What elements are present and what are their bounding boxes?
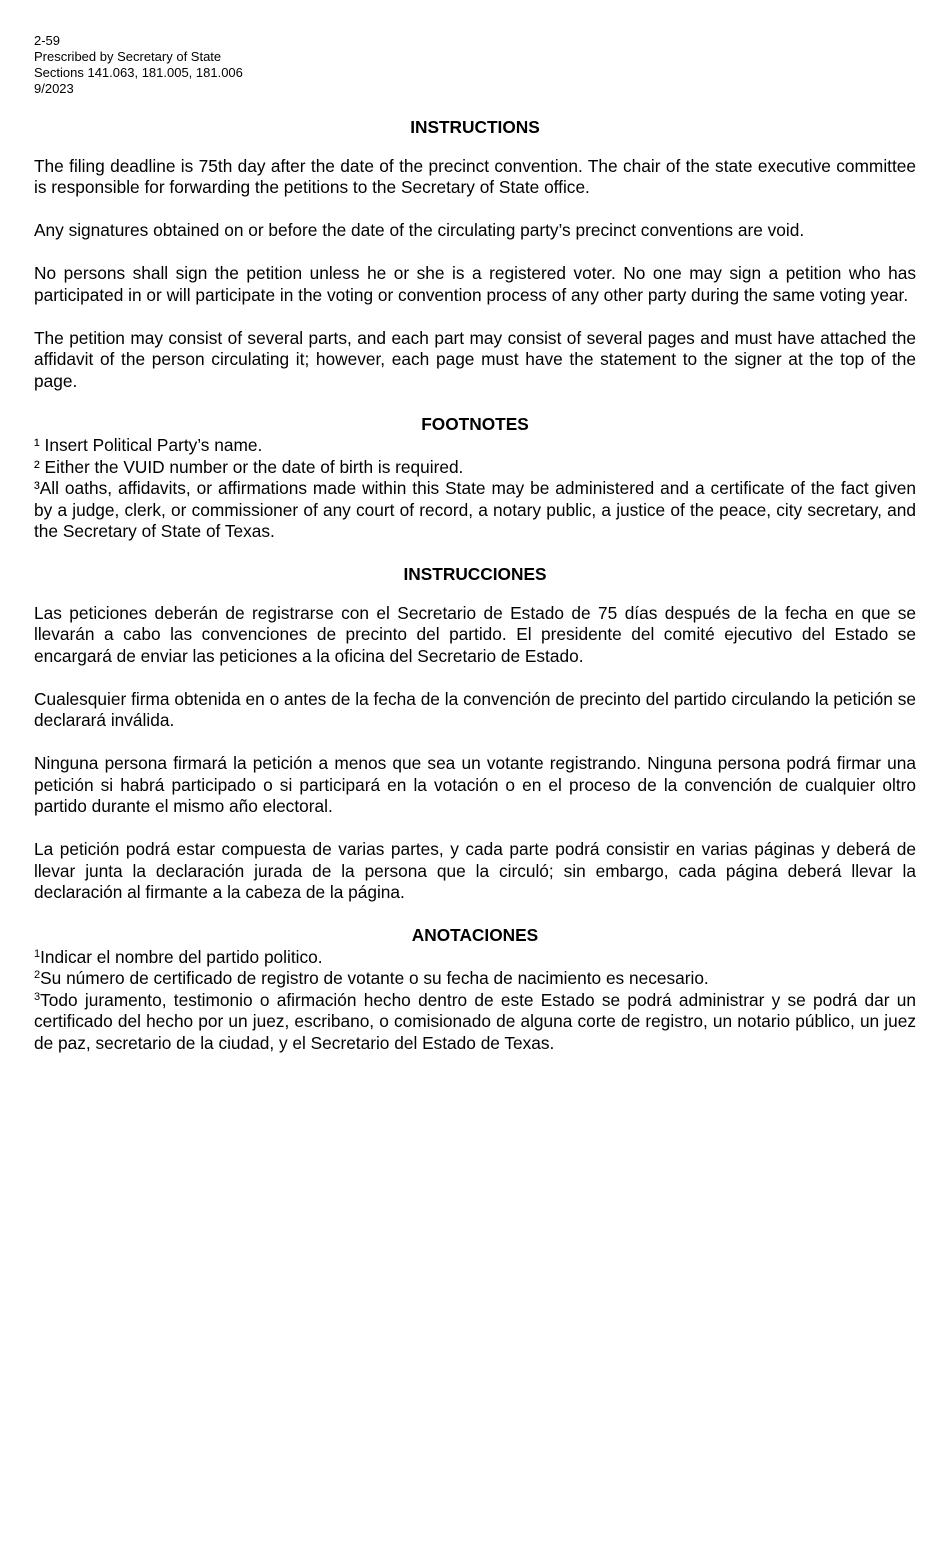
footnotes-title: FOOTNOTES [421,413,529,434]
prescribed-by: Prescribed by Secretary of State [34,49,222,64]
instructions-paragraph: The petition may consist of several parts, and each part may consist of several pages and must have attached the affidavit of the person circulating it; however, each page must have the statement to the signer at the top of the page. [34,327,916,391]
instrucciones-paragraph: Cualesquier firma obtenida en o antes de la fecha de la convención de precinto del partido circulando la petición se declarará inválida. [34,688,916,730]
instrucciones-paragraph: La petición podrá estar compuesta de varias partes, y cada parte podrá consistir en varias páginas y deberá de llevar junta la declaración jurada de la persona que la circuló; sin embargo, cada página deberá llevar la declaración al firmante a la cabeza de la página. [34,839,916,902]
instructions-paragraph: Any signatures obtained on or before the date of the circulating party’s precinct conventions are void. [34,220,805,240]
instructions-paragraph: No persons shall sign the petition unless he or she is a registered voter. No one may sign a petition who has participated in or will participate in the voting or convention process of any other party during the same voting year. [34,263,916,305]
anotacion-mark: 2 [34,969,41,981]
statute-sections: Sections 141.063, 181.005, 181.006 [34,65,243,80]
anotacion-text: Indicar el nombre del partido politico. [40,946,323,967]
anotacion [34,990,916,1055]
anotacion [34,947,916,969]
footnote: ¹ Insert Political Party’s name. [34,435,263,455]
instrucciones-title: INSTRUCCIONES [403,564,547,584]
anotacion-text: Todo juramento, testimonio o afirmación hecho dentro de este Estado se podrá administrar y se podrá dar un certificado del hecho por un juez, escribano, o comisionado de alguna corte de registro, un notario público, un juez de paz, secretario de la ciudad, y el Secretario del Estado de Texas. [34,989,916,1053]
anotacion-mark: 1 [34,947,41,960]
anotaciones-title: ANOTACIONES [411,925,539,945]
anotacion [34,968,916,990]
anotacion-text: Su número de certificado de registro de votante o su fecha de nacimiento es necesario. [40,968,709,988]
instructions-title: INSTRUCTIONS [410,117,540,137]
instrucciones-paragraph: Ninguna persona firmará la petición a menos que sea un votante registrando. Ninguna persona podrá firmar una petición si habrá participado o si participará en la votación o en el proceso de la convención de cualquier oltro partido durante el mismo año electoral. [34,753,916,816]
document-page [34,33,916,1054]
instrucciones-paragraph: Las peticiones deberán de registrarse con el Secretario de Estado de 75 días después de la fecha en que se llevarán a cabo las convenciones de precinto del partido. El presidente del comité ejecutivo del Estado se encargará de enviar las peticiones a la oficina del Secretario de Estado. [34,602,916,666]
form-number: 2-59 [34,33,61,48]
form-header [34,33,916,97]
footnote: ² Either the VUID number or the date of birth is required. [34,456,464,477]
form-date: 9/2023 [34,81,74,96]
anotacion-mark: 3 [34,990,41,1003]
footnote: ³All oaths, affidavits, or affirmations made within this State may be administered and a certificate of the fact given by a judge, clerk, or commissioner of any court of record, a notary public, a justice of the peace, city secretary, and the Secretary of State of Texas. [34,478,916,541]
instructions-paragraph: The filing deadline is 75th day after the date of the precinct convention. The chair of the state executive committee is responsible for forwarding the petitions to the Secretary of State office. [34,155,916,197]
